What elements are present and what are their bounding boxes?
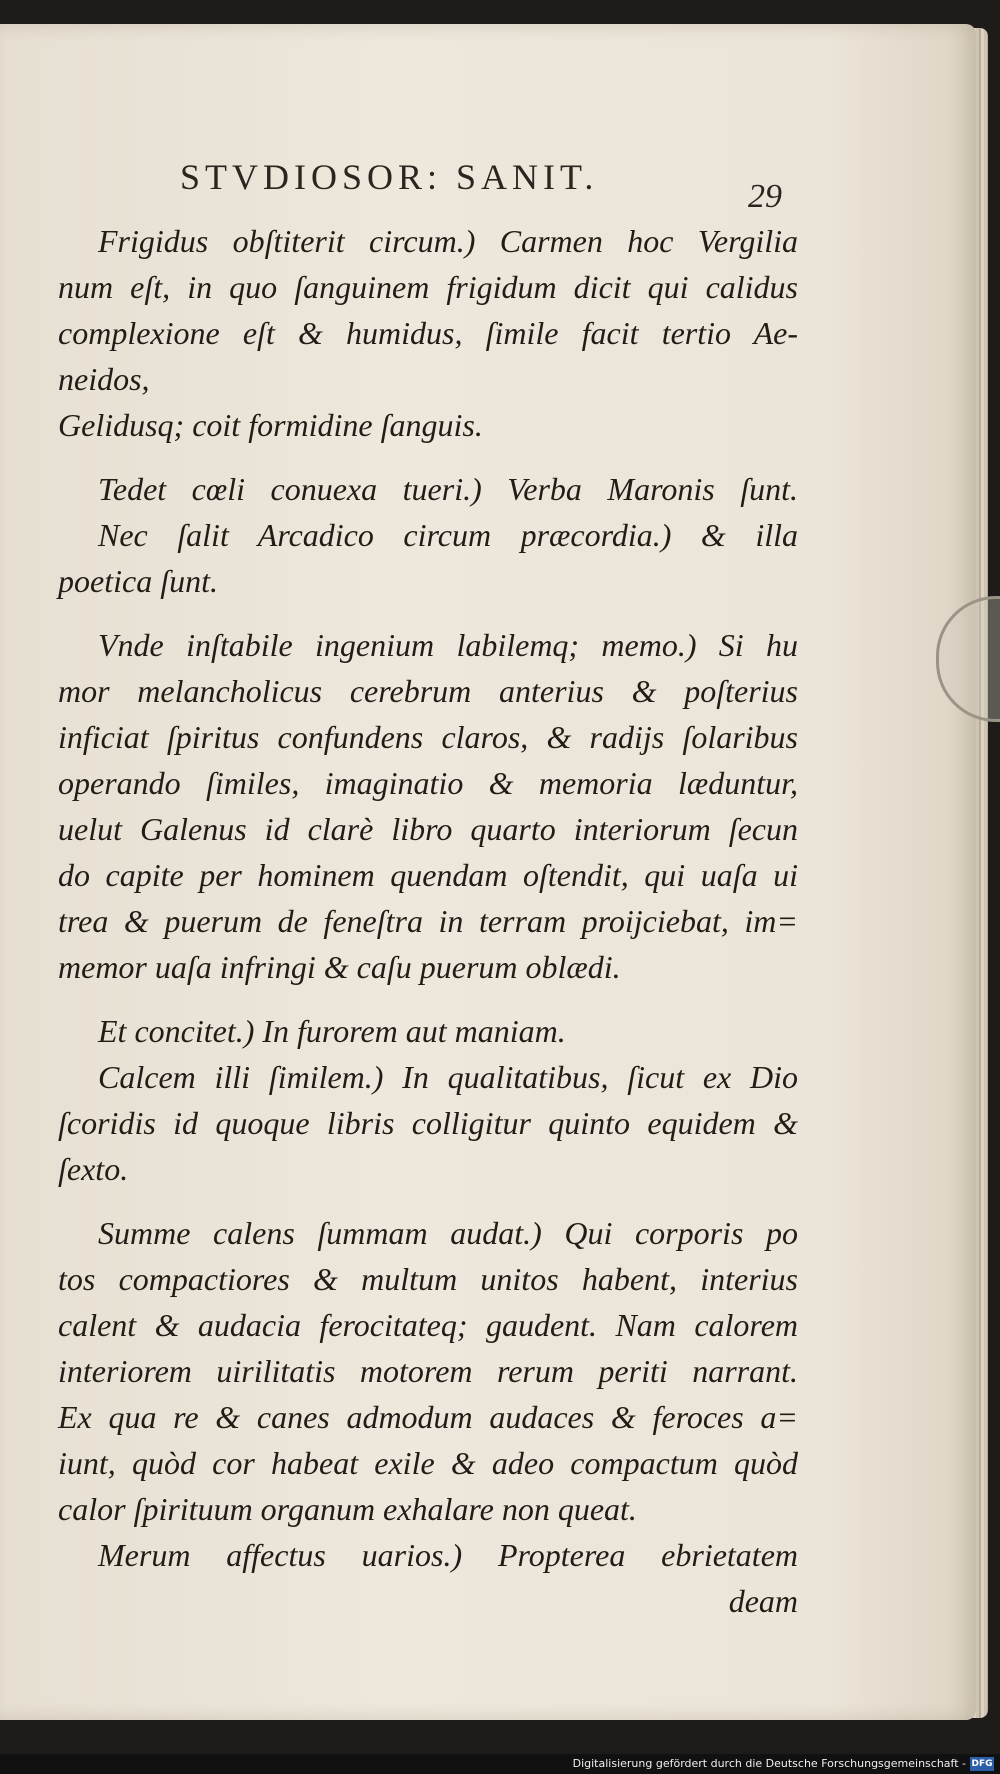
page-number: 29 — [748, 178, 782, 215]
text-line: iunt, quòd cor habeat exile & adeo compactum quòd — [58, 1445, 798, 1481]
text-line: neidos, — [58, 361, 150, 397]
footer-credit: Digitalisierung gefördert durch die Deutsche Forschungsgemeinschaft - — [572, 1757, 966, 1770]
text-line: memor uaſa infringi & caſu puerum oblædi. — [58, 949, 621, 985]
text-line: Ex qua re & canes admodum audaces & feroces a= — [58, 1399, 798, 1435]
dfg-logo-icon: DFG — [971, 1759, 993, 1769]
text-line: calent & audacia ferocitateq; gaudent. Nam calorem — [58, 1307, 798, 1343]
running-title: STVDIOSOR: SANIT. — [180, 157, 599, 197]
text-line: uelut Galenus id clarè libro quarto interiorum ſecun — [58, 811, 798, 847]
text-line: Calcem illi ſimilem.) In qualitatibus, ſicut ex Dio — [98, 1059, 798, 1095]
text-line: Frigidus obſtiterit circum.) Carmen hoc Vergilia — [98, 223, 798, 259]
text-line: tos compactiores & multum unitos habent, interius — [58, 1261, 798, 1297]
text-line: Tedet cœli conuexa tueri.) Verba Maronis ſunt. — [98, 471, 798, 507]
text-line: mor melancholicus cerebrum anterius & poſterius — [58, 673, 798, 709]
text-line: ſcoridis id quoque libris colligitur quinto equidem & — [58, 1105, 798, 1141]
text-line: Vnde inſtabile ingenium labilemq; memo.) Si hu — [98, 627, 798, 663]
text-line: interiorem uirilitatis motorem rerum periti narrant. — [58, 1353, 798, 1389]
text-line: operando ſimiles, imaginatio & memoria læduntur, — [58, 765, 798, 801]
text-line: Summe calens ſummam audat.) Qui corporis po — [98, 1215, 798, 1251]
text-line: do capite per hominem quendam oſtendit, qui uaſa ui — [58, 857, 798, 893]
running-header — [180, 156, 800, 206]
text-line: num eſt, in quo ſanguinem frigidum dicit qui calidus — [58, 269, 798, 305]
digitization-footer — [0, 1754, 1000, 1774]
body-text — [58, 218, 798, 1624]
text-line: Nec ſalit Arcadico circum præcordia.) & illa — [98, 517, 798, 553]
text-line: inficiat ſpiritus confundens claros, & radijs ſolaribus — [58, 719, 798, 755]
text-line: calor ſpirituum organum exhalare non queat. — [58, 1491, 637, 1527]
text-line: poetica ſunt. — [58, 563, 218, 599]
text-line: complexione eſt & humidus, ſimile facit tertio Ae- — [58, 315, 798, 351]
text-line: Et concitet.) In furorem aut maniam. — [98, 1013, 566, 1049]
text-line: Gelidusq; coit formidine ſanguis. — [58, 407, 483, 443]
text-line: Merum affectus uarios.) Propterea ebrietatem — [98, 1537, 798, 1573]
catchword: deam — [728, 1583, 798, 1619]
text-line: trea & puerum de feneſtra in terram proijciebat, im= — [58, 903, 798, 939]
text-line: ſexto. — [58, 1151, 129, 1187]
